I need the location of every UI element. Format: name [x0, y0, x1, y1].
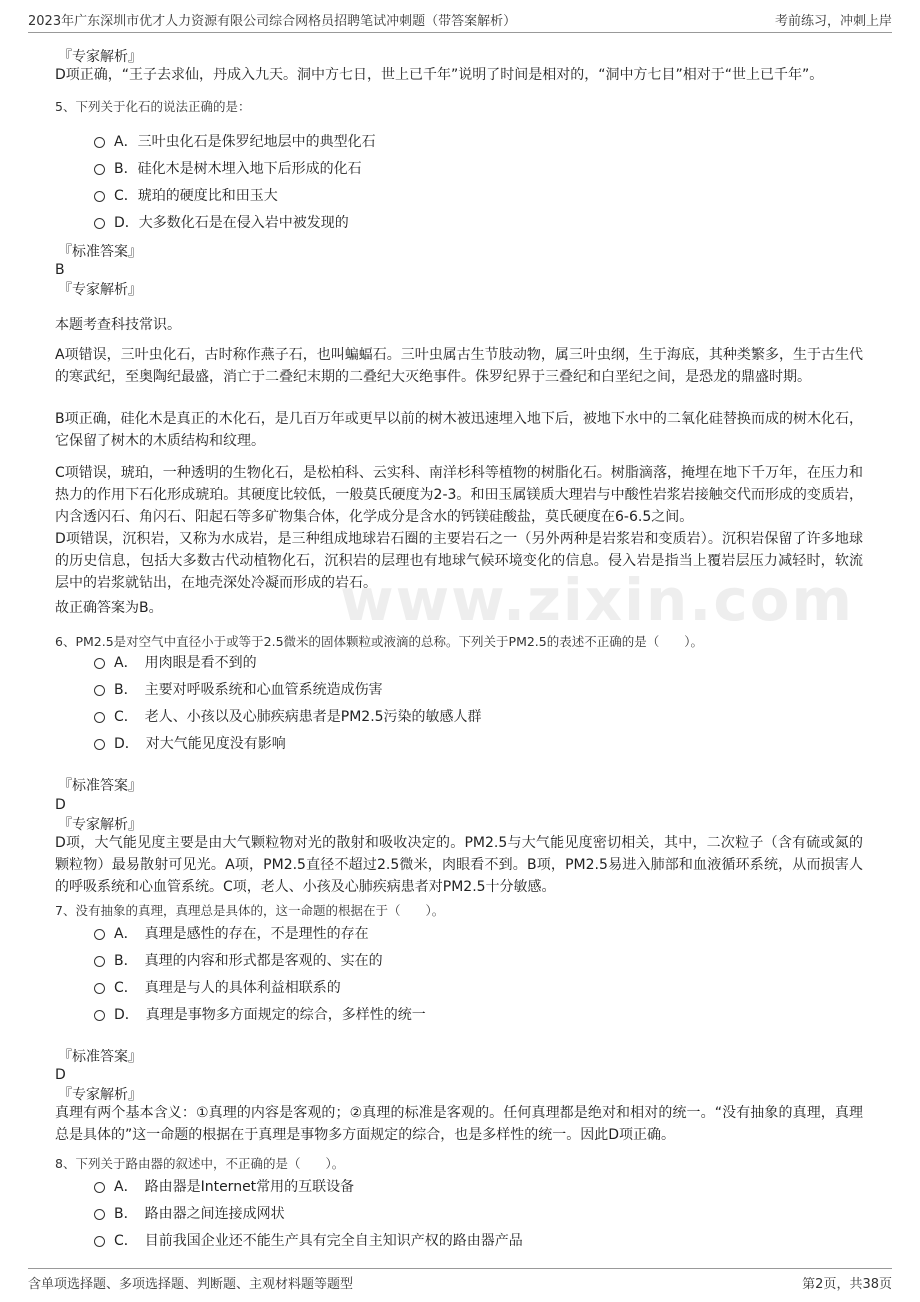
page-header: [28, 8, 892, 33]
radio-icon[interactable]: [94, 137, 105, 148]
option-a[interactable]: A． 路由器是Internet常用的互联设备: [114, 1176, 354, 1198]
question-8: 8、下列关于路由器的叙述中，不正确的是（ ）。: [55, 1156, 345, 1171]
document-title: 2023年广东深圳市优才人力资源有限公司综合网格员招聘笔试冲刺题（带答案解析）: [28, 14, 517, 29]
answer-value: B: [55, 262, 65, 278]
page-number: 第2页，共38页: [802, 1277, 892, 1292]
radio-icon[interactable]: [94, 191, 105, 202]
option-b[interactable]: B．硅化木是树木埋入地下后形成的化石: [114, 158, 362, 180]
option-a[interactable]: A． 用肉眼是看不到的: [114, 652, 257, 674]
analysis-paragraph: 本题考查科技常识。: [55, 317, 181, 333]
option-c[interactable]: C． 目前我国企业还不能生产具有完全自主知识产权的路由器产品: [114, 1230, 523, 1252]
option-b[interactable]: B． 主要对呼吸系统和心血管系统造成伤害: [114, 679, 383, 701]
radio-icon[interactable]: [94, 1209, 105, 1220]
option-c[interactable]: C． 老人、小孩以及心肺疾病患者是PM2.5污染的敏感人群: [114, 706, 482, 728]
expert-label: 『专家解析』: [58, 49, 142, 65]
analysis-paragraph: C项错误，琥珀，一种透明的生物化石，是松柏科、云实科、南洋杉科等植物的树脂化石。树脂滴落，掩埋在地下千万年，在压力和热力的作用下石化形成琥珀。其硬度比较低，一般莫氏硬度为2-3。和田玉属镁质大理岩与中酸性岩浆岩接触交代而形成的变质岩，内含透闪石、角闪石、阳起石等多矿物集合体，化学成分是含水的钙镁硅酸盐，莫氏硬度在6-6.5之间。: [55, 465, 863, 525]
option-d[interactable]: D．大多数化石是在侵入岩中被发现的: [114, 212, 349, 234]
radio-icon[interactable]: [94, 929, 105, 940]
radio-icon[interactable]: [94, 164, 105, 175]
answer-value: D: [55, 797, 66, 813]
expert-label: 『专家解析』: [58, 817, 142, 833]
radio-icon[interactable]: [94, 1236, 105, 1247]
header-slogan: 考前练习，冲刺上岸: [774, 14, 892, 29]
option-a[interactable]: A．三叶虫化石是侏罗纪地层中的典型化石: [114, 131, 376, 153]
standard-answer-label: 『标准答案』: [58, 244, 142, 260]
radio-icon[interactable]: [94, 685, 105, 696]
radio-icon[interactable]: [94, 658, 105, 669]
radio-icon[interactable]: [94, 1182, 105, 1193]
analysis-text: D项，大气能见度主要是由大气颗粒物对光的散射和吸收决定的。PM2.5与大气能见度密切相关，其中，二次粒子（含有硫或氮的颗粒物）最易散射可见光。A项，PM2.5直径不超过2.5微米，肉眼看不到。B项，PM2.5易进入肺部和血液循环系统，从而损害人的呼吸系统和心血管系统。C项，老人、小孩及心肺疾病患者对PM2.5十分敏感。: [55, 835, 863, 895]
answer-value: D: [55, 1067, 66, 1083]
page-footer: [28, 1268, 892, 1297]
radio-icon[interactable]: [94, 983, 105, 994]
analysis-paragraph: B项正确，硅化木是真正的木化石，是几百万年或更早以前的树木被迅速埋入地下后，被地下水中的二氧化硅替换而成的树木化石，它保留了树木的木质结构和纹理。: [55, 411, 863, 449]
option-d[interactable]: D． 真理是事物多方面规定的综合，多样性的统一: [114, 1004, 426, 1026]
radio-icon[interactable]: [94, 739, 105, 750]
radio-icon[interactable]: [94, 712, 105, 723]
expert-label: 『专家解析』: [58, 282, 142, 298]
analysis-text: 真理有两个基本含义：①真理的内容是客观的；②真理的标准是客观的。任何真理都是绝对和相对的统一。“没有抽象的真理，真理总是具体的”这一命题的根据在于真理是事物多方面规定的综合，也是多样性的统一。因此D项正确。: [55, 1105, 863, 1143]
analysis-text: D项正确，“王子去求仙，丹成入九天。洞中方七日，世上已千年”说明了时间是相对的，“洞中方七目”相对于“世上已千年”。: [55, 67, 824, 83]
option-b[interactable]: B． 真理的内容和形式都是客观的、实在的: [114, 950, 383, 972]
standard-answer-label: 『标准答案』: [58, 1049, 142, 1065]
radio-icon[interactable]: [94, 1010, 105, 1021]
analysis-paragraph: D项错误，沉积岩，又称为水成岩，是三种组成地球岩石圈的主要岩石之一（另外两种是岩浆岩和变质岩）。沉积岩保留了许多地球的历史信息，包括大多数古代动植物化石，沉积岩的层理也有地球气候环境变化的信息。侵入岩是指当上覆岩层压力减轻时，软流层中的岩浆就钻出，在地壳深处冷凝而形成的岩石。: [55, 531, 863, 591]
question-5: 5、下列关于化石的说法正确的是：: [55, 99, 251, 114]
watermark: www.zixin.com: [340, 566, 854, 634]
option-d[interactable]: D． 对大气能见度没有影响: [114, 733, 286, 755]
standard-answer-label: 『标准答案』: [58, 778, 142, 794]
radio-icon[interactable]: [94, 218, 105, 229]
option-b[interactable]: B． 路由器之间连接成网状: [114, 1203, 285, 1225]
analysis-paragraph: 故正确答案为B。: [55, 600, 163, 616]
analysis-paragraph: A项错误，三叶虫化石，古时称作燕子石，也叫蝙蝠石。三叶虫属古生节肢动物，属三叶虫纲，生于海底，其种类繁多，生于古生代的寒武纪，至奥陶纪最盛，消亡于二叠纪末期的二叠纪大灭绝事件。侏罗纪界于三叠纪和白垩纪之间，是恐龙的鼎盛时期。: [55, 347, 863, 385]
radio-icon[interactable]: [94, 956, 105, 967]
option-c[interactable]: C．琥珀的硬度比和田玉大: [114, 185, 278, 207]
footer-question-types: 含单项选择题、多项选择题、判断题、主观材料题等题型: [28, 1277, 354, 1292]
question-6: 6、PM2.5是对空气中直径小于或等于2.5微米的固体颗粒或液滴的总称。下列关于PM2.5的表述不正确的是（ ）。: [55, 634, 703, 649]
expert-label: 『专家解析』: [58, 1087, 142, 1103]
option-a[interactable]: A． 真理是感性的存在，不是理性的存在: [114, 923, 369, 945]
question-7: 7、没有抽象的真理，真理总是具体的，这一命题的根据在于（ ）。: [55, 903, 445, 918]
option-c[interactable]: C． 真理是与人的具体利益相联系的: [114, 977, 341, 999]
